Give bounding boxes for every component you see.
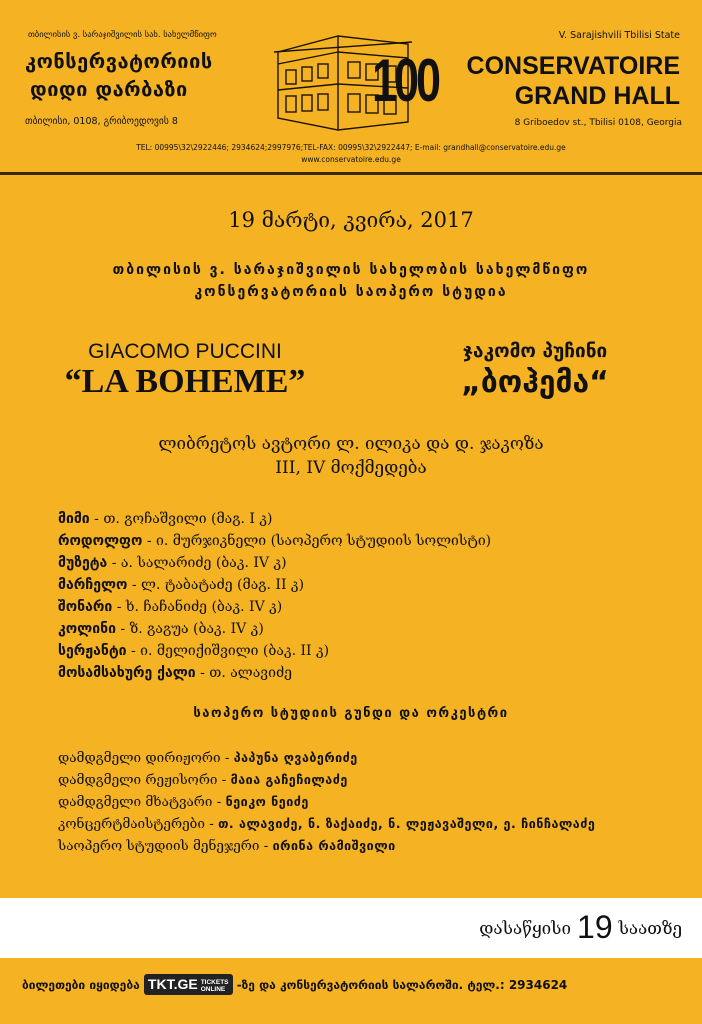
cast-performer: - ი. მელიქიშვილი (ბაკ. II კ): [126, 643, 330, 659]
cast-role: მარჩელო: [58, 577, 128, 593]
libretto-credit: ლიბრეტოს ავტორი ლ. ილიკა და დ. ჯაკოზა: [158, 434, 544, 454]
cast-role: როდოლფო: [58, 533, 143, 549]
tickets-prefix: ბილეთები იყიდება: [22, 978, 140, 992]
header-en-subtitle: V. Sarajishvili Tbilisi State: [558, 30, 680, 41]
cast-role: მიმი: [58, 511, 90, 527]
staff-list: [58, 747, 698, 857]
staff-name: პაპუნა ღვაბერიძე: [233, 750, 358, 765]
staff-name: ნეიკო ნეიძე: [225, 794, 309, 809]
staff-name: თ. ალავიძე, ნ. ზაქაიძე, ნ. ლეჟავაშელი, ე. ჩინჩალაძე: [218, 816, 596, 831]
cast-performer: - ი. მურჯიკნელი (საოპერო სტუდიის სოლისტი): [142, 533, 492, 549]
start-suffix: საათზე: [618, 919, 682, 939]
event-date: 19 მარტი, კვირა, 2017: [228, 208, 474, 232]
cast-row: [58, 552, 678, 574]
organizer-line-2: კონსერვატორიის საოპერო სტუდია: [194, 284, 508, 300]
staff-name: ირინა რამიშვილი: [272, 838, 396, 853]
cast-role: მუზეტა: [58, 555, 108, 571]
acts: III, IV მოქმედება: [275, 458, 427, 478]
cast-row: [58, 640, 678, 662]
anniversary-number: 100: [372, 47, 439, 114]
staff-title: დამდგმელი რეჟისორი: [58, 772, 218, 788]
composer-en: GIACOMO PUCCINI: [88, 340, 282, 363]
staff-row: დამდგმელი დირიჟორი - პაპუნა ღვაბერიძე: [58, 750, 358, 766]
chorus-orchestra: საოპერო სტუდიის გუნდი და ორკესტრი: [193, 706, 509, 721]
header-ge-subtitle: თბილისის ვ. სარაჯიშვილის სახ. სახელმწიფო: [28, 30, 217, 40]
cast-role: სერჟანტი: [58, 643, 127, 659]
header-ge-title-2: დიდი დარბაზი: [30, 77, 188, 101]
staff-title: საოპერო სტუდიის მენეჯერი: [58, 838, 260, 854]
staff-row: დამდგმელი რეჟისორი - მაია გაჩეჩილაძე: [58, 772, 348, 788]
start-prefix: დასაწყისი: [479, 919, 572, 939]
tickets-suffix: -ზე და კონსერვატორიის სალაროში. ტელ.: 2934624: [236, 978, 568, 992]
cast-performer: - ზ. გაგუა (ბაკ. IV კ): [115, 621, 264, 637]
staff-row: კონცერტმაისტერები - თ. ალავიძე, ნ. ზაქაიძე, ნ. ლეჟავაშელი, ე. ჩინჩალაძე: [58, 816, 596, 832]
cast-row: [58, 574, 678, 596]
cast-performer: - ა. სალარიძე (ბაკ. IV კ): [107, 555, 287, 571]
cast-performer: - თ. გოჩაშვილი (მაგ. I კ): [89, 511, 273, 527]
cast-row: [58, 618, 678, 640]
cast-performer: - თ. ალავიძე: [195, 665, 293, 681]
cast-row: [58, 596, 678, 618]
header-divider: [0, 172, 702, 175]
cast-list: [58, 508, 678, 684]
staff-row: საოპერო სტუდიის მენეჯერი - ირინა რამიშვილი: [58, 838, 396, 854]
staff-name: მაია გაჩეჩილაძე: [230, 772, 348, 787]
header-ge-title-1: კონსერვატორიის: [25, 49, 213, 73]
composer-ge: ჯაკომო პუჩინი: [462, 340, 608, 362]
start-time: [479, 902, 682, 954]
opera-title-ge: „ბოჰემა“: [461, 365, 609, 400]
cast-role: შონარი: [58, 599, 113, 615]
cast-role: მოსამსახურე ქალი: [58, 665, 196, 681]
staff-title: დამდგმელი დირიჟორი: [58, 750, 221, 766]
header-en-address: 8 Griboedov st., Tbilisi 0108, Georgia: [514, 118, 682, 128]
tkt-logo[interactable]: [144, 974, 233, 995]
tkt-logo-sub2: ONLINE: [200, 985, 226, 993]
ticket-footer: [0, 966, 702, 1000]
ticket-info: [22, 974, 567, 995]
organizer-line-1: თბილისის ვ. სარაჯიშვილის სახელობის სახელმწიფო: [112, 262, 590, 278]
cast-row: [58, 508, 678, 530]
header-en-title-2: GRAND HALL: [514, 82, 680, 110]
tkt-logo-sub1: TICKETS: [200, 978, 229, 986]
start-hour: 19: [577, 909, 613, 945]
header-ge-address: თბილისი, 0108, გრიბოედოვის 8: [25, 116, 178, 127]
staff-title: დამდგმელი მხატვარი: [58, 794, 213, 810]
cast-role: კოლინი: [58, 621, 116, 637]
staff-row: დამდგმელი მხატვარი - ნეიკო ნეიძე: [58, 794, 309, 810]
header: [0, 0, 702, 170]
cast-row: [58, 662, 678, 684]
header-contacts: TEL: 00995\32\2922446; 2934624;2997976;TEL-FAX: 00995\32\2922447; E-mail: grandhall@conservatoire.edu.ge: [136, 143, 566, 152]
header-website: www.conservatoire.edu.ge: [301, 155, 401, 164]
tkt-logo-text: TKT.GE: [147, 976, 198, 992]
header-en-title-1: CONSERVATOIRE: [466, 52, 680, 80]
cast-performer: - ხ. ჩაჩანიძე (ბაკ. IV კ): [112, 599, 283, 615]
cast-performer: - ლ. ტაბატაძე (მაგ. II კ): [127, 577, 305, 593]
cast-row: [58, 530, 678, 552]
staff-title: კონცერტმაისტერები: [58, 816, 205, 832]
opera-title-en: “LA BOHEME”: [64, 363, 306, 400]
